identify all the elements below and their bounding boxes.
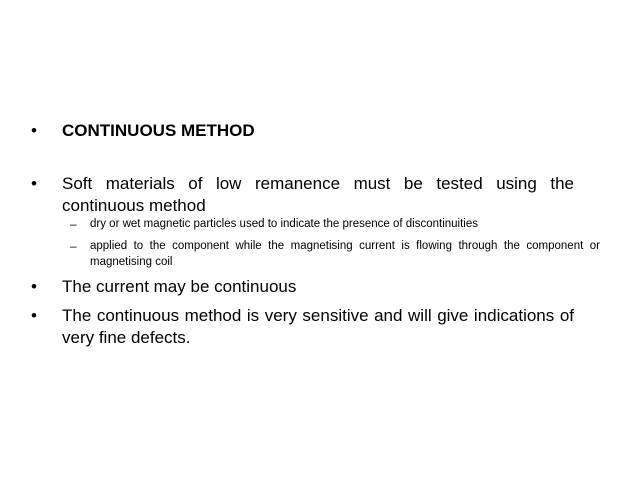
sub-bullet-marker: – <box>70 239 77 253</box>
bullet-text: The continuous method is very sensitive and will give indications of very fine defects. <box>62 306 574 347</box>
sub-bullet-text: applied to the component while the magnetising current is flowing through the component or magnetising coil <box>90 240 600 268</box>
bullet-marker: • <box>31 174 37 193</box>
slide-title: CONTINUOUS METHOD <box>62 121 255 140</box>
sub-bullet-text: dry or wet magnetic particles used to indicate the presence of discontinuities <box>90 218 479 230</box>
bullet-marker: • <box>31 277 37 296</box>
bullet-marker: • <box>31 121 37 140</box>
sub-bullet-marker: – <box>70 217 77 231</box>
bullet-text: The current may be continuous <box>62 277 297 296</box>
bullet-text: Soft materials of low remanence must be tested using the continuous method <box>62 174 574 215</box>
bullet-marker: • <box>31 306 37 325</box>
